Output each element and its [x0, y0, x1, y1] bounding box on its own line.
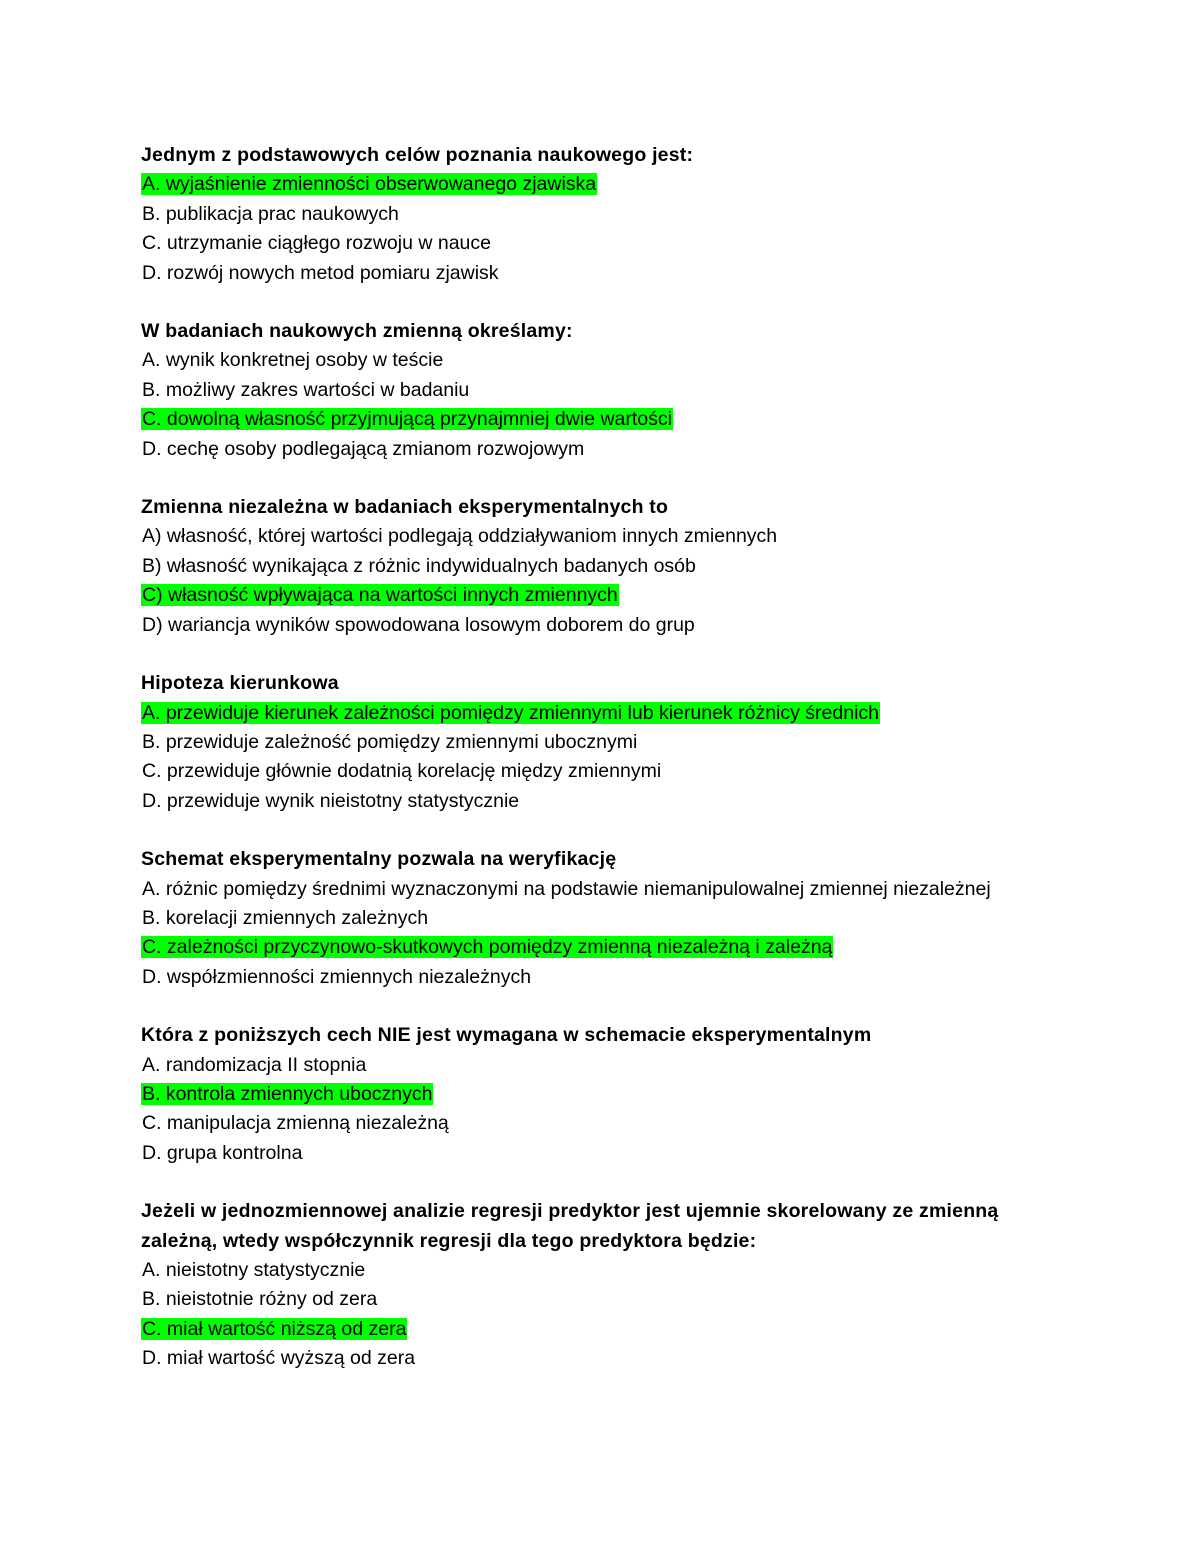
question-title: Jednym z podstawowych celów poznania naukowego jest: — [141, 144, 694, 166]
answer-option — [141, 787, 1041, 816]
answer-text: C. przewiduje głównie dodatnią korelację między zmiennymi — [142, 760, 662, 783]
question-title: Hipoteza kierunkowa — [141, 672, 339, 695]
answer-option — [141, 1080, 1041, 1109]
answer-text: B. przewiduje zależność pomiędzy zmiennymi ubocznymi — [142, 730, 638, 753]
answer-text: A. nieistotny statystycznie — [142, 1259, 366, 1281]
answer-option — [141, 229, 1041, 258]
answer-option — [141, 522, 1041, 551]
question-title: Jeżeli w jednozmiennowej analizie regresji predyktor jest ujemnie skorelowany ze zmienną zależną, wtedy współczynnik regresji dla tego predyktora będzie: — [141, 1200, 999, 1252]
answer-option — [141, 1139, 1041, 1168]
question-title: Zmienna niezależna w badaniach eksperymentalnych to — [141, 496, 669, 519]
question-block — [141, 669, 1041, 816]
question-title: W badaniach naukowych zmienną określamy: — [141, 320, 573, 343]
answer-option — [141, 1051, 1041, 1080]
answer-text: A. wynik konkretnej osoby w teście — [142, 349, 444, 372]
answer-text: D. grupa kontrolna — [142, 1141, 303, 1164]
answer-text: C) własność wpływająca na wartości innych zmiennych — [142, 584, 618, 607]
answer-option — [141, 728, 1041, 757]
answer-option — [141, 1344, 1041, 1373]
answer-text: D. miał wartość wyższą od zera — [142, 1347, 416, 1370]
answer-option — [141, 611, 1041, 640]
answer-option — [141, 1285, 1041, 1314]
answer-text: C. zależności przyczynowo-skutkowych pomiędzy zmienną niezależną i zależną — [142, 936, 833, 959]
answer-text: B. nieistotnie różny od zera — [142, 1288, 378, 1311]
answer-text: B. możliwy zakres wartości w badaniu — [142, 378, 470, 401]
question-title: Schemat eksperymentalny pozwala na weryfikację — [141, 848, 617, 871]
answer-text: A. wyjaśnienie zmienności obserwowanego zjawiska — [142, 173, 597, 196]
question-block — [141, 845, 1041, 992]
document-page — [141, 141, 1041, 1403]
answer-text: D. współzmienności zmiennych niezależnych — [142, 965, 532, 988]
answer-option — [141, 699, 1041, 728]
answer-option — [141, 1315, 1041, 1344]
answer-text: A. różnic pomiędzy średnimi wyznaczonymi na podstawie niemanipulowalnej zmiennej niezależnej — [142, 877, 991, 900]
answer-option — [141, 259, 1041, 288]
answer-text: B. kontrola zmiennych ubocznych — [142, 1082, 433, 1105]
answer-option — [141, 1109, 1041, 1138]
answer-text: D. rozwój nowych metod pomiaru zjawisk — [142, 261, 499, 284]
answer-option — [141, 581, 1041, 610]
question-block — [141, 317, 1041, 464]
answer-text: C. miał wartość niższą od zera — [142, 1317, 407, 1340]
answer-option — [141, 963, 1041, 992]
question-block — [141, 493, 1041, 640]
answer-option — [141, 170, 1041, 199]
answer-option — [141, 933, 1041, 962]
answer-text: C. manipulacja zmienną niezależną — [142, 1112, 449, 1135]
answer-option — [141, 376, 1041, 405]
answer-text: A. randomizacja II stopnia — [142, 1053, 367, 1076]
answer-text: A. przewiduje kierunek zależności pomiędzy zmiennymi lub kierunek różnicy średnich — [142, 701, 879, 724]
answer-option — [141, 904, 1041, 933]
question-block — [141, 1021, 1041, 1168]
answer-option — [141, 346, 1041, 375]
answer-text: B. publikacja prac naukowych — [142, 202, 399, 225]
answer-text: D. przewiduje wynik nieistotny statystycznie — [142, 789, 520, 812]
question-title: Która z poniższych cech NIE jest wymagana w schemacie eksperymentalnym — [141, 1024, 872, 1047]
answer-option — [141, 1256, 1041, 1285]
answer-option — [141, 757, 1041, 786]
answer-option — [141, 200, 1041, 229]
answer-text: B. korelacji zmiennych zależnych — [142, 906, 429, 929]
answer-option — [141, 552, 1041, 581]
answer-text: B) własność wynikająca z różnic indywidualnych badanych osób — [142, 554, 696, 577]
question-block — [141, 1197, 1041, 1373]
question-block — [141, 141, 1041, 288]
answer-option — [141, 875, 1041, 904]
answer-option — [141, 405, 1041, 434]
answer-text: D. cechę osoby podlegającą zmianom rozwojowym — [142, 437, 585, 460]
answer-text: D) wariancja wyników spowodowana losowym doborem do grup — [142, 613, 695, 636]
answer-text: A) własność, której wartości podlegają oddziaływaniom innych zmiennych — [142, 525, 778, 548]
answer-option — [141, 435, 1041, 464]
answer-text: C. dowolną własność przyjmującą przynajmniej dwie wartości — [142, 408, 672, 431]
answer-text: C. utrzymanie ciągłego rozwoju w nauce — [142, 232, 492, 255]
